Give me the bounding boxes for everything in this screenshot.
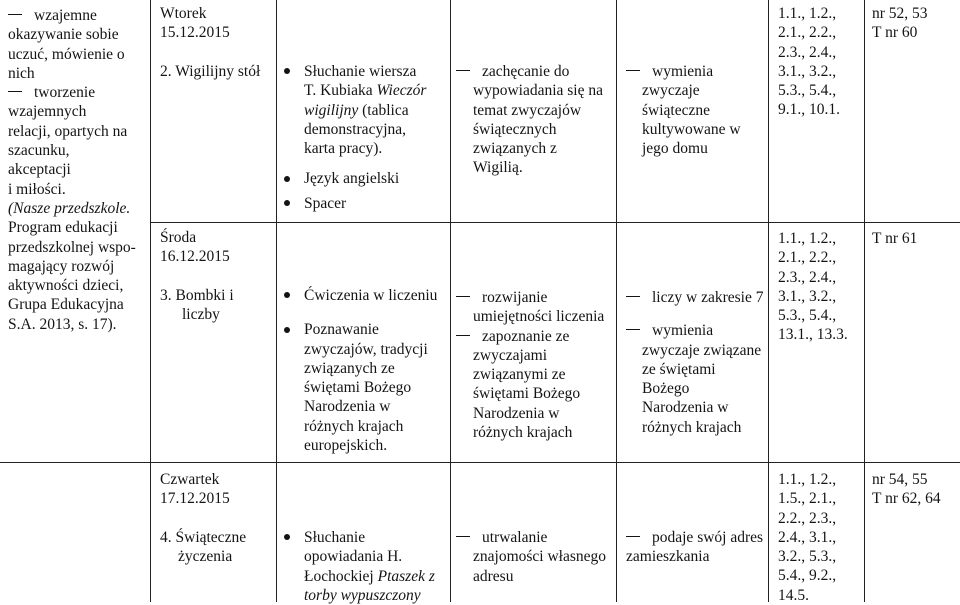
reference-cell — [872, 470, 958, 509]
activity-line: Słuchanie wiersza — [304, 63, 417, 80]
code-line: 1.1., 1.2., — [778, 471, 837, 488]
aims-line: wzajemnych — [8, 103, 87, 121]
aims-line: S.A. 2013, s. 17). — [8, 315, 117, 333]
code-line: 3.1., 3.2., — [778, 62, 837, 80]
day-name: Wtorek — [160, 5, 207, 22]
grid-line — [450, 0, 451, 602]
activity-line: opowiadania H. — [304, 548, 403, 566]
goal-line: Wigilią. — [473, 159, 523, 177]
code-line: 2.3., 2.4., — [778, 43, 837, 61]
activity-line: zwyczajów, tradycji — [304, 340, 428, 358]
reference-line: T nr 62, 64 — [872, 490, 941, 508]
goal-line: różnych krajach — [473, 424, 573, 442]
activities-cell — [282, 528, 448, 605]
outcomes-cell — [626, 62, 766, 158]
dash-icon — [456, 296, 470, 297]
aims-line: Grupa Edukacyjna — [8, 296, 124, 314]
code-line: 5.3., 5.4., — [778, 307, 837, 325]
day-name: Środa — [160, 229, 197, 246]
poem-title: Wieczór — [376, 82, 427, 100]
aims-line: relacji, opartych na — [8, 122, 128, 140]
activity-line: związanych ze — [304, 359, 395, 377]
aims-cell — [8, 6, 150, 334]
outcome-line: ze świętami — [642, 360, 716, 378]
topic-title: liczby — [182, 305, 220, 323]
goal-line: adresu — [473, 567, 514, 585]
outcome-line: świąteczne — [642, 101, 710, 119]
outcome-line: różnych krajach — [642, 418, 742, 436]
aims-line: (Nasze przedszkole. — [8, 199, 131, 217]
dash-icon — [626, 296, 640, 297]
goals-cell — [456, 62, 614, 178]
bullet-icon — [284, 534, 290, 540]
grid-line — [768, 0, 769, 602]
code-line: 2.4., 3.1., — [778, 528, 837, 546]
outcome-line: jego domu — [642, 140, 708, 158]
activity-line: europejskich. — [304, 437, 388, 455]
day-date: 17.12.2015 — [160, 490, 230, 508]
dash-icon — [8, 14, 22, 15]
grid-line — [150, 0, 151, 602]
goal-line: zachęcanie do — [482, 63, 570, 80]
goal-line: umiejętności liczenia — [473, 308, 605, 326]
reference-line: T nr 61 — [872, 230, 918, 247]
aims-line: uczuć, mówienie o — [8, 45, 125, 63]
day-cell — [160, 4, 272, 81]
dash-icon — [456, 536, 470, 537]
topic-title: 4. Świąteczne — [160, 528, 247, 546]
dash-icon — [626, 70, 640, 71]
aims-line: aktywności dzieci, — [8, 277, 124, 295]
poem-title: wigilijny — [304, 101, 359, 119]
bullet-icon — [284, 176, 290, 182]
outcomes-cell — [626, 288, 768, 437]
day-date: 16.12.2015 — [160, 248, 230, 266]
goal-line: rozwijanie — [482, 289, 548, 306]
bullet-icon — [284, 327, 290, 333]
aims-line: nich — [8, 64, 35, 82]
activities-cell — [282, 62, 448, 213]
goal-line: znajomości własnego — [473, 548, 607, 566]
code-line: 1.5., 2.1., — [778, 490, 837, 508]
outcome-line: podaje swój adres — [652, 529, 764, 546]
activity-line: Łochockiej — [304, 567, 378, 585]
grid-line — [864, 0, 865, 602]
code-line: 3.2., 5.3., — [778, 548, 837, 566]
outcome-line: liczy w zakresie 7 — [652, 289, 764, 306]
dash-icon — [626, 329, 640, 330]
goal-line: utrwalanie — [482, 529, 548, 546]
dash-icon — [456, 70, 470, 71]
aims-line: przedszkolnej wspo- — [8, 238, 136, 256]
goal-line: Narodzenia w — [473, 404, 560, 422]
codes-cell — [778, 4, 862, 120]
day-name: Czwartek — [160, 471, 220, 488]
outcome-line: Narodzenia w — [642, 399, 729, 417]
aims-line: Program edukacji — [8, 219, 118, 237]
goal-line: świętami Bożego — [473, 385, 581, 403]
outcome-line: Bożego — [642, 380, 690, 398]
reference-line: T nr 60 — [872, 24, 918, 42]
goal-line: zwyczajami — [473, 346, 548, 364]
activity-line: Narodzenia w — [304, 398, 391, 416]
outcome-line: zwyczaje — [642, 82, 700, 100]
code-line: 2.1., 2.2., — [778, 249, 837, 267]
aims-line: szacunku, — [8, 142, 70, 160]
codes-cell — [778, 470, 862, 605]
topic-title: 2. Wigilijny stół — [160, 62, 261, 80]
dash-icon — [8, 91, 22, 92]
goal-line: świątecznych — [473, 120, 557, 138]
grid-line — [150, 222, 960, 223]
day-cell — [160, 228, 272, 324]
goal-line: związanych z — [473, 140, 557, 158]
story-title: Ptaszek z — [377, 567, 435, 585]
goal-line: wypowiadania się na — [473, 82, 603, 100]
activity-line: Słuchanie — [304, 529, 366, 546]
activity-line: T. Kubiaka — [304, 82, 377, 100]
reference-line: nr 54, 55 — [872, 471, 928, 488]
outcome-line: zwyczaje związane — [642, 341, 762, 359]
activities-cell — [282, 286, 448, 455]
code-line: 14.5. — [778, 586, 809, 604]
code-line: 2.1., 2.2., — [778, 24, 837, 42]
code-line: 13.1., 13.3. — [778, 326, 848, 344]
outcome-line: zamieszkania — [626, 548, 710, 566]
topic-title: 3. Bombki i — [160, 286, 234, 304]
activity-line: Język angielski — [304, 170, 400, 188]
story-title: torby wypuszczony — [304, 586, 421, 604]
aims-line: akceptacji — [8, 161, 71, 179]
activity-line: karta pracy). — [304, 140, 383, 158]
day-date: 15.12.2015 — [160, 24, 230, 42]
activity-line: świętami Bożego — [304, 379, 412, 397]
goals-cell — [456, 288, 616, 442]
aims-line: tworzenie — [34, 84, 96, 102]
topic-title: życzenia — [178, 547, 233, 565]
dash-icon — [456, 335, 470, 336]
aims-line: magający rozwój — [8, 257, 115, 275]
activity-line: demonstracyjna, — [304, 120, 407, 138]
bullet-icon — [284, 200, 290, 206]
activity-line: Ćwiczenia w liczeniu — [304, 287, 438, 304]
goal-line: temat zwyczajów — [473, 101, 582, 119]
outcomes-cell — [626, 528, 768, 567]
grid-line — [0, 462, 960, 463]
reference-cell — [872, 4, 958, 43]
activity-line: (tablica — [358, 101, 409, 119]
outcome-line: kultywowane w — [642, 120, 741, 138]
code-line: 1.1., 1.2., — [778, 5, 837, 22]
aims-line: i miłości. — [8, 180, 66, 198]
code-line: 5.4., 9.2., — [778, 567, 837, 585]
goal-line: zapoznanie ze — [482, 327, 570, 345]
activity-line: Spacer — [304, 194, 347, 212]
dash-icon — [626, 536, 640, 537]
code-line: 5.3., 5.4., — [778, 82, 837, 100]
code-line: 9.1., 10.1. — [778, 101, 840, 119]
code-line: 1.1., 1.2., — [778, 230, 837, 247]
reference-line: nr 52, 53 — [872, 5, 928, 22]
grid-line — [616, 0, 617, 602]
activity-line: Poznawanie — [304, 321, 379, 339]
goals-cell — [456, 528, 616, 586]
aims-line: okazywanie sobie — [8, 26, 119, 44]
code-line: 2.2., 2.3., — [778, 509, 837, 527]
code-line: 3.1., 3.2., — [778, 287, 837, 305]
outcome-line: wymienia — [652, 63, 714, 80]
grid-line — [276, 0, 277, 602]
bullet-icon — [284, 68, 290, 74]
day-cell — [160, 470, 272, 566]
aims-line: wzajemne — [34, 7, 97, 24]
bullet-icon — [284, 292, 290, 298]
code-line: 2.3., 2.4., — [778, 268, 837, 286]
goal-line: związanymi ze — [473, 366, 566, 384]
codes-cell — [778, 229, 862, 345]
activity-line: różnych krajach — [304, 417, 404, 435]
reference-cell — [872, 229, 958, 248]
outcome-line: wymienia — [652, 322, 714, 340]
